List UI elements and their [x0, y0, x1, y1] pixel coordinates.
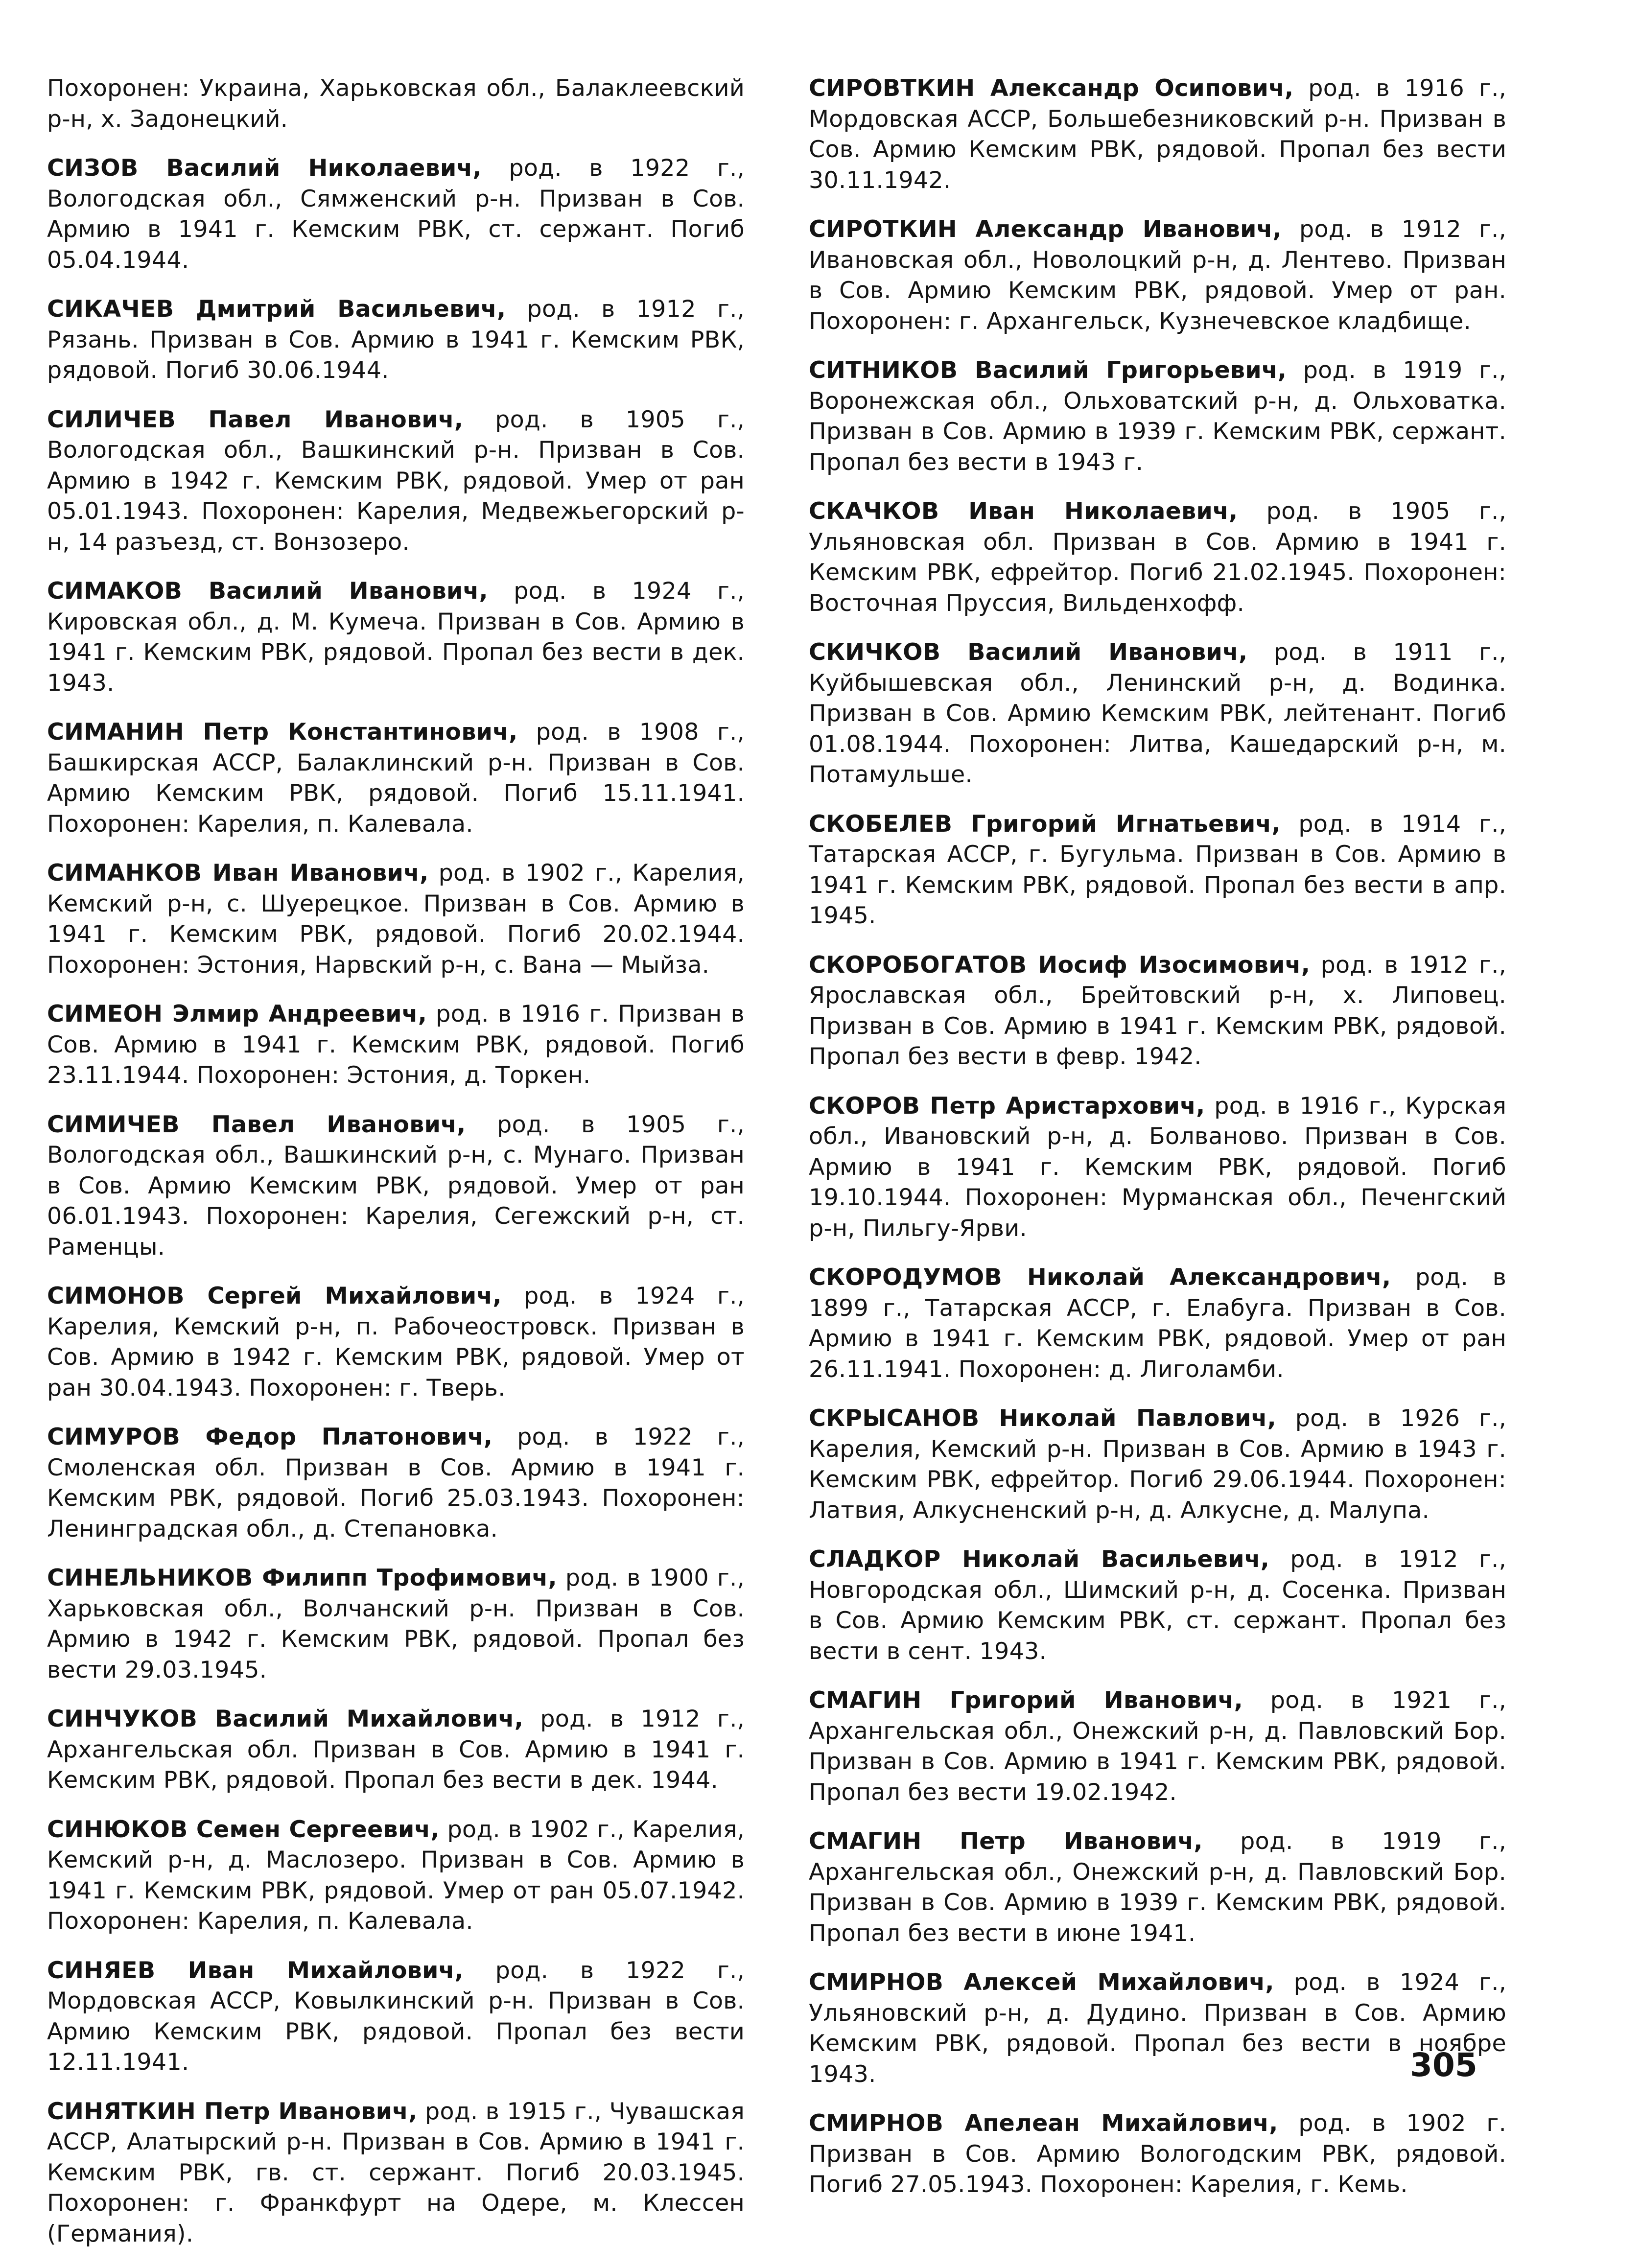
entry-name: СИМЕОН Элмир Андреевич, — [47, 1001, 427, 1028]
entry-details: род. в 1919 г., Архангельская обл., Онежский р-н, д. Павловский Бор. Призван в Сов. Армию в 1939 г. Кемским РВК, рядовой. Пропал без вести в июне 1941. — [809, 1828, 1506, 1947]
entry-name: СИМАНКОВ Иван Иванович, — [47, 860, 429, 887]
entry-details: род. в 1915 г., Чувашская АССР, Алатырский р-н. Призван в Сов. Армию в 1941 г. Кемским РВК, гв. ст. сержант. Погиб 20.03.1945. Похоронен: г. Франкфурт на Одере, м. Клессен (Германия). — [47, 2098, 745, 2247]
entry-name: СКОРОБОГАТОВ Иосиф Изосимович, — [809, 951, 1311, 979]
entry-details: род. в 1905 г., Ульяновская обл. Призван в Сов. Армию в 1941 г. Кемским РВК, ефрейтор. Погиб 21.02.1945. Похоронен: Восточная Пруссия, Вильденхофф. — [809, 498, 1506, 617]
entry-details: род. в 1902 г., Карелия, Кемский р-н, д. Маслозеро. Призван в Сов. Армию в 1941 г. Кемским РВК, рядовой. Умер от ран 05.07.1942. Похоронен: Карелия, п. Калевала. — [47, 1816, 745, 1935]
entry-details: род. в 1912 г., Ярославская обл., Брейтовский р-н, х. Липовец. Призван в Сов. Армию в 1941 г. Кемским РВК, рядовой. Пропал без вести в февр. 1942. — [809, 951, 1506, 1070]
entry-name: СКАЧКОВ Иван Николаевич, — [809, 498, 1238, 525]
memorial-entry — [47, 1281, 745, 1403]
entry-name: СИНЯТКИН Петр Иванович, — [47, 2098, 418, 2125]
entry-name: СКИЧКОВ Василий Иванович, — [809, 639, 1248, 666]
memorial-entry — [47, 1563, 745, 1685]
entry-details: род. в 1911 г., Куйбышевская обл., Ленинский р-н, д. Водинка. Призван в Сов. Армию Кемским РВК, лейтенант. Погиб 01.08.1944. Похоронен: Литва, Кашедарский р-н, м. Потамульше. — [809, 639, 1507, 788]
entry-name: СИНЯЕВ Иван Михайлович, — [47, 1957, 464, 1984]
right-column — [809, 73, 1506, 2219]
memorial-entry — [47, 858, 745, 981]
memorial-entry — [47, 153, 745, 276]
entry-details: род. в 1922 г., Смоленская обл. Призван в Сов. Армию в 1941 г. Кемским РВК, рядовой. Погиб 25.03.1943. Похоронен: Ленинградская обл., д. Степановка. — [47, 1424, 745, 1543]
entry-name: СМИРНОВ Алексей Михайлович, — [809, 1969, 1274, 1996]
entry-details: род. в 1902 г. Призван в Сов. Армию Вологодским РВК, рядовой. Погиб 27.05.1943. Похоронен: Карелия, г. Кемь. — [809, 2110, 1507, 2198]
entry-details: род. в 1916 г. Призван в Сов. Армию в 1941 г. Кемским РВК, рядовой. Погиб 23.11.1944. Похоронен: Эстония, д. Торкен. — [47, 1001, 745, 1089]
entry-details: род. в 1916 г., Мордовская АССР, Большебезниковский р-н. Призван в Сов. Армию Кемским РВК, рядовой. Пропал без вести 30.11.1942. — [809, 75, 1506, 194]
entry-details: род. в 1922 г., Вологодская обл., Сямженский р-н. Призван в Сов. Армию в 1941 г. Кемским РВК, ст. сержант. Погиб 05.04.1944. — [47, 155, 745, 274]
entry-details: род. в 1916 г., Курская обл., Ивановский р-н, д. Болваново. Призван в Сов. Армию в 1941 г. Кемским РВК, рядовой. Погиб 19.10.1944. Похоронен: Мурманская обл., Печенгский р-н, Пильгу-Ярви. — [809, 1092, 1506, 1242]
entry-name: СМАГИН Петр Иванович, — [809, 1828, 1203, 1855]
memorial-entry — [47, 1422, 745, 1544]
entry-name: СИЗОВ Василий Николаевич, — [47, 155, 482, 182]
entry-details: род. в 1924 г., Ульяновский р-н, д. Дудино. Призван в Сов. Армию Кемским РВК, рядовой. Пропал без вести в ноябре 1943. — [809, 1969, 1506, 2088]
entry-details: род. в 1924 г., Кировская обл., д. М. Кумеча. Призван в Сов. Армию в 1941 г. Кемским РВК, рядовой. Пропал без вести в дек. 1943. — [47, 578, 745, 697]
entry-details: род. в 1914 г., Татарская АССР, г. Бугульма. Призван в Сов. Армию в 1941 г. Кемским РВК, рядовой. Пропал без вести в апр. 1945. — [809, 810, 1506, 929]
entry-name: СКОРОДУМОВ Николай Александрович, — [809, 1264, 1391, 1291]
entry-name: СИМИЧЕВ Павел Иванович, — [47, 1111, 466, 1138]
memorial-entry — [47, 294, 745, 386]
entry-details: род. в 1912 г., Архангельская обл. Призван в Сов. Армию в 1941 г. Кемским РВК, рядовой. Пропал без вести в дек. 1944. — [47, 1706, 745, 1794]
memorial-entry — [809, 950, 1506, 1073]
memorial-entry — [809, 73, 1506, 196]
memorial-entry — [809, 2108, 1506, 2200]
memorial-entry — [809, 637, 1506, 791]
entry-name: СМАГИН Григорий Иванович, — [809, 1687, 1243, 1714]
entry-details: род. в 1921 г., Архангельская обл., Онежский р-н, д. Павловский Бор. Призван в Сов. Армию в 1941 г. Кемским РВК, рядовой. Пропал без вести 19.02.1942. — [809, 1687, 1506, 1806]
entry-name: СИЛИЧЕВ Павел Иванович, — [47, 406, 464, 433]
memorial-entry — [809, 1685, 1506, 1808]
memorial-entry — [809, 496, 1506, 619]
memorial-entry — [47, 405, 745, 558]
memorial-entry — [809, 1826, 1506, 1949]
memorial-entry — [809, 355, 1506, 478]
memorial-entry — [47, 2097, 745, 2250]
memorial-entry — [809, 214, 1506, 337]
memorial-entry — [47, 576, 745, 699]
memorial-entry — [809, 1544, 1506, 1667]
entry-details: род. в 1908 г., Башкирская АССР, Балаклинский р-н. Призван в Сов. Армию Кемским РВК, рядовой. Погиб 15.11.1941. Похоронен: Карелия, п. Калевала. — [47, 719, 745, 838]
memorial-entry — [809, 1403, 1506, 1526]
entry-name: СИТНИКОВ Василий Григорьевич, — [809, 357, 1287, 384]
entry-details: род. в 1926 г., Карелия, Кемский р-н. Призван в Сов. Армию в 1943 г. Кемским РВК, ефрейтор. Погиб 29.06.1944. Похоронен: Латвия, Алкусненский р-н, д. Алкусне, д. Малупа. — [809, 1405, 1506, 1524]
entry-details: род. в 1919 г., Воронежская обл., Ольховатский р-н, д. Ольховатка. Призван в Сов. Армию в 1939 г. Кемским РВК, сержант. Пропал без вести в 1943 г. — [809, 357, 1506, 476]
entry-details: род. в 1902 г., Карелия, Кемский р-н, с. Шуерецкое. Призван в Сов. Армию в 1941 г. Кемским РВК, рядовой. Погиб 20.02.1944. Похоронен: Эстония, Нарвский р-н, с. Вана — Мыйза. — [47, 860, 745, 979]
entry-name: СИНЧУКОВ Василий Михайлович, — [47, 1706, 524, 1732]
page-number: 305 — [1410, 2046, 1477, 2084]
entry-details: род. в 1905 г., Вологодская обл., Вашкинский р-н, с. Мунаго. Призван в Сов. Армию Кемским РВК, рядовой. Умер от ран 06.01.1943. Похоронен: Карелия, Сегежский р-н, ст. Раменцы. — [47, 1111, 745, 1261]
entry-name: СМИРНОВ Апелеан Михайлович, — [809, 2110, 1278, 2137]
entry-name: СИМАНИН Петр Константинович, — [47, 719, 518, 746]
entry-details: род. в 1900 г., Харьковская обл., Волчанский р-н. Призван в Сов. Армию в 1942 г. Кемским РВК, рядовой. Пропал без вести 29.03.1945. — [47, 1565, 745, 1683]
entry-name: СИМАКОВ Василий Иванович, — [47, 578, 488, 605]
entry-name: СИРОВТКИН Александр Осипович, — [809, 75, 1294, 102]
entry-details: род. в 1912 г., Новгородская обл., Шимский р-н, д. Сосенка. Призван в Сов. Армию Кемским РВК, ст. сержант. Пропал без вести в сент. 1943. — [809, 1546, 1506, 1665]
memorial-entry — [47, 1956, 745, 2078]
entry-name: СИМОНОВ Сергей Михайлович, — [47, 1283, 502, 1309]
entry-details: род. в 1922 г., Мордовская АССР, Ковылкинский р-н. Призван в Сов. Армию Кемским РВК, рядовой. Пропал без вести 12.11.1941. — [47, 1957, 745, 2076]
entry-details: род. в 1912 г., Рязань. Призван в Сов. Армию в 1941 г. Кемским РВК, рядовой. Погиб 30.06.1944. — [47, 296, 745, 384]
entry-name: СИКАЧЕВ Дмитрий Васильевич, — [47, 296, 506, 323]
entry-name: СИНЕЛЬНИКОВ Филипп Трофимович, — [47, 1565, 557, 1591]
entry-name: СИМУРОВ Федор Платонович, — [47, 1424, 493, 1450]
memorial-entry — [47, 1110, 745, 1263]
entry-name: СИНЮКОВ Семен Сергеевич, — [47, 1816, 440, 1843]
memorial-entry — [47, 1815, 745, 1937]
entry-name: СКОБЕЛЕВ Григорий Игнатьевич, — [809, 810, 1281, 838]
memorial-entry — [47, 1704, 745, 1796]
entry-name: СЛАДКОР Николай Васильевич, — [809, 1546, 1270, 1573]
memorial-entry — [47, 999, 745, 1091]
memorial-entry — [47, 73, 745, 135]
memorial-entry — [809, 1263, 1506, 1385]
entry-name: СКОРОВ Петр Аристархович, — [809, 1092, 1205, 1120]
entry-name: СИРОТКИН Александр Иванович, — [809, 216, 1282, 243]
entry-details: род. в 1899 г., Татарская АССР, г. Елабуга. Призван в Сов. Армию в 1941 г. Кемским РВК, рядовой. Умер от ран 26.11.1941. Похоронен: д. Лиголамби. — [809, 1264, 1506, 1383]
memorial-entry — [47, 717, 745, 840]
entry-details: род. в 1905 г., Вологодская обл., Вашкинский р-н. Призван в Сов. Армию в 1942 г. Кемским РВК, рядовой. Умер от ран 05.01.1943. Похоронен: Карелия, Медвежьегорский р-н, 14 разъезд, ст. Вонзозеро. — [47, 406, 745, 556]
left-column — [47, 73, 745, 2268]
entry-details: род. в 1912 г., Ивановская обл., Новолоцкий р-н, д. Лентево. Призван в Сов. Армию Кемским РВК, рядовой. Умер от ран. Похоронен: г. Архангельск, Кузнечевское кладбище. — [809, 216, 1506, 335]
entry-details: род. в 1924 г., Карелия, Кемский р-н, п. Рабочеостровск. Призван в Сов. Армию в 1942 г. Кемским РВК, рядовой. Умер от ран 30.04.1943. Похоронен: г. Тверь. — [47, 1283, 745, 1402]
memorial-entry — [809, 1967, 1506, 2090]
memorial-entry — [809, 809, 1506, 932]
entry-name: СКРЫСАНОВ Николай Павлович, — [809, 1405, 1276, 1432]
memorial-entry — [809, 1091, 1506, 1244]
entry-details: Похоронен: Украина, Харьковская обл., Балаклеевский р-н, х. Задонецкий. — [47, 75, 745, 133]
